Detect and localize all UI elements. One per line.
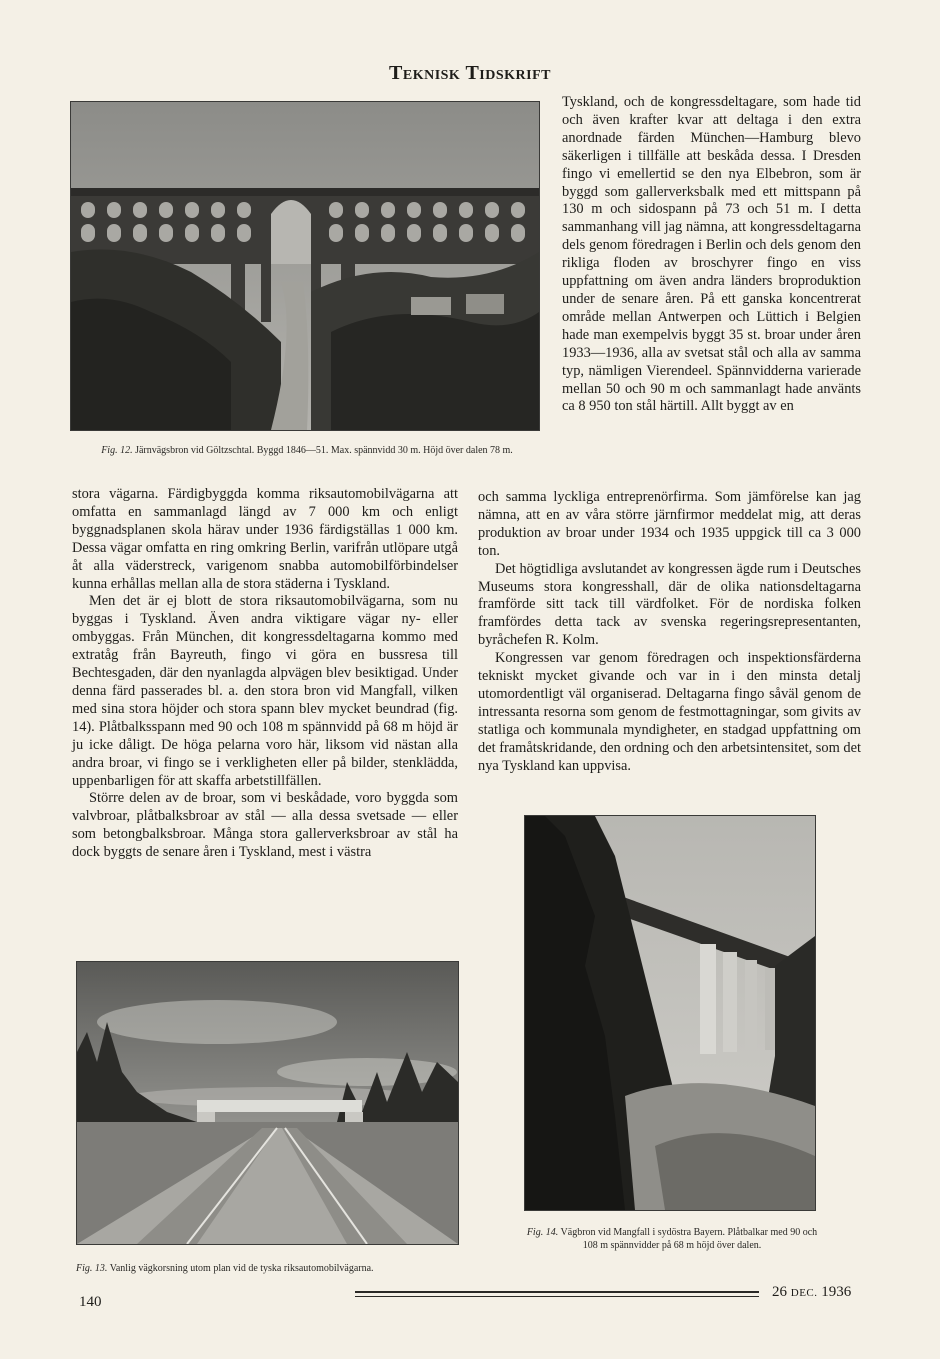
fig13-photo — [76, 961, 459, 1245]
fig13-caption-text: Vanlig vägkorsning utom plan vid de tyska riksautomobilvägarna. — [109, 1263, 374, 1274]
fig12-label: Fig. 12. — [101, 445, 133, 456]
fig14-photo — [524, 815, 816, 1211]
fig14-label: Fig. 14. — [526, 1227, 559, 1238]
left-column — [72, 486, 458, 862]
fig12-caption-text: Järnvägsbron vid Göltzschtal. Byggd 1846—51. Max. spännvidd 30 m. Höjd över dalen 78 m. — [135, 445, 513, 456]
right-column-top — [562, 94, 861, 416]
footer-rule — [355, 1291, 759, 1293]
fig14-caption-text: Vägbron vid Mangfall i sydöstra Bayern. Plåtbalkar med 90 och 108 m spännvidder på 68 m höjd över dalen. — [560, 1227, 818, 1251]
page-number: 140 — [79, 1294, 102, 1310]
issue-date — [772, 1284, 851, 1301]
date-year: 1936 — [821, 1284, 852, 1300]
date-month: DEC. — [790, 1287, 818, 1299]
paragraph: stora vägarna. Färdigbyggda komma riksautomobilvägarna att omfatta en sammanlagd längd av 7 000 km och enligt byggnadsplanen skola härav under 1936 färdigställas 1 000 km. Dessa vägar omfatta en ring omkring Berlin, varifrån utlöpare utgå åt alla väderstreck, varigenom snabba automobilförbindelser kunna erhållas mellan alla de stora städerna i Tyskland. — [72, 486, 458, 592]
paragraph: Men det är ej blott de stora riksautomobilvägarna, som nu byggas i Tyskland. Även andra viktigare vägar ny- eller ombyggas. Från München, dit kongressdeltagarna kommo med extratåg från Bayreuth, fingo vi göra en bussresa till Bechtesgaden, där den nyanlagda alpvägen blev besiktigad. Under denna färd passerades bl. a. den stora bron vid Mangfall, vilken med sina stora höjder och stora spann blev mycket beundrad (fig. 14). Plåtbalksspann med 90 och 108 m spännvidd på 68 m höjd är ju icke dåligt. De höga pelarna voro här, liksom vid nästan alla andra broar, vi fingo se i verkligheten eller på bilder, stenklädda, uppenbarligen för att skaffa arbetstillfällen. — [72, 593, 458, 789]
fig13-label: Fig. 13. — [76, 1263, 108, 1274]
paragraph: Tyskland, och de kongressdeltagare, som hade tid och även krafter kvar att deltaga i den extra anordnade färden München—Hamburg blevo säkerligen i tillfälle att beskåda dessa. I Dresden fingo vi emellertid se den nya Elbebron, som är byggd som gallerverksbalk med ett mittspann på 130 m och sidospann på 73 och 51 m. I detta sammanhang vill jag nämna, att kongressdeltagarna dels genom föredragen i Berlin och dels genom den rikliga floden av broschyrer fingo en viss uppfattning om även andra länders broproduktion under de senare åren. På ett ganska koncentrerat område mellan Antwerpen och Lüttich i Belgien hade man exempelvis byggt 35 st. broar under åren 1933—1936, alla av svetsat stål och alla av samma typ, nämligen Vierendeel. Spännvidderna varierade mellan 50 och 90 m och sammanlagt hade använts ca 8 950 ton stål härtill. Allt byggt av en — [562, 94, 861, 415]
footer-rule-thin — [355, 1296, 759, 1297]
fig14-caption — [524, 1226, 820, 1252]
right-column-middle — [478, 489, 861, 776]
fig12-photo — [70, 101, 540, 431]
journal-title: Teknisk Tidskrift — [389, 62, 551, 84]
fig13-caption — [76, 1262, 476, 1275]
date-day: 26 — [772, 1284, 787, 1300]
paragraph: Större delen av de broar, som vi beskådade, voro byggda som valvbroar, plåtbalksbroar av stål — alla dessa svetsade — eller som betongbalksbroar. Många stora gallerverksbroar av stål ha dock byggts de senare åren i Tyskland, mest i västra — [72, 790, 458, 861]
paragraph: och samma lyckliga entreprenörfirma. Som jämförelse kan jag nämna, att en av våra större järnfirmor meddelat mig, att deras produktion av broar under 1934 och 1935 uppgick till ca 3 000 ton. — [478, 489, 861, 559]
fig12-caption — [72, 444, 542, 457]
overpass-illustration — [77, 962, 458, 1244]
paragraph: Det högtidliga avslutandet av kongressen ägde rum i Deutsches Museums stora kongresshall, där de olika nationsdeltagarna framförde sitt tack till värdfolket. För de nordiska folken framfördes detta tack av svenska regeringsrepresentanten, byråchefen R. Kolm. — [478, 560, 861, 649]
mangfall-bridge-illustration — [525, 816, 815, 1210]
paragraph: Kongressen var genom föredragen och inspektionsfärderna tekniskt mycket givande och var in i den minsta detalj utomordentligt väl organiserad. Deltagarna fingo såväl genom de intressanta resorna som genom de festmottagningar, som givits av statliga och kommunala myndigheter, en stadgad uppfattning om det framåtskridande, den ordning och den arbetsintensitet, som det nya Tyskland kan uppvisa. — [478, 650, 861, 774]
viaduct-illustration — [71, 102, 539, 430]
